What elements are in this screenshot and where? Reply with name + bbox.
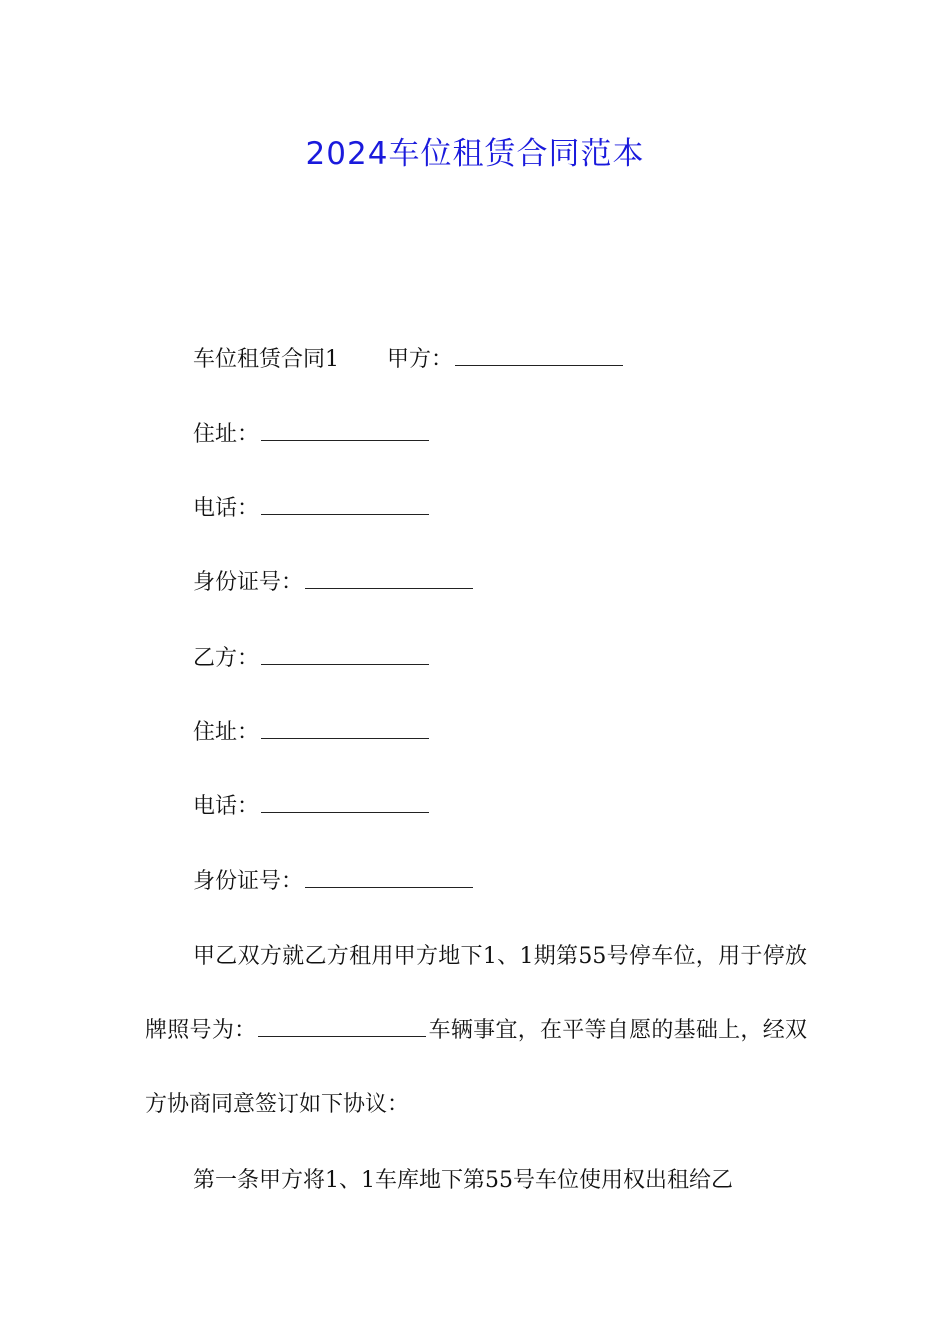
field-blank xyxy=(261,420,429,441)
field-label: 乙方： xyxy=(193,646,260,671)
field-blank xyxy=(305,867,473,888)
field-label: 身份证号： xyxy=(193,570,304,595)
field-label: 身份证号： xyxy=(193,869,304,894)
field-row xyxy=(193,420,429,450)
header-line xyxy=(193,345,623,375)
paragraph-text: 第一条甲方将1、1车库地下第55号车位使用权出租给乙 xyxy=(193,1168,733,1193)
field-label: 电话： xyxy=(193,794,260,819)
field-blank xyxy=(261,494,429,515)
field-label: 住址： xyxy=(193,720,260,745)
party-a-blank xyxy=(455,345,623,366)
party-a-label: 甲方： xyxy=(387,347,454,372)
field-label: 住址： xyxy=(193,422,260,447)
body-paragraph xyxy=(145,920,807,1142)
field-row xyxy=(193,792,429,822)
paragraph-text: 车辆事宜，在平等自愿的基础上，经双方协商同意签订如下协议： xyxy=(145,1018,807,1117)
field-row xyxy=(193,867,473,897)
field-row xyxy=(193,644,429,674)
article-paragraph xyxy=(145,1166,807,1196)
field-row xyxy=(193,718,429,748)
field-row xyxy=(193,494,429,524)
field-row xyxy=(193,568,473,598)
document-title: 2024车位租赁合同范本 xyxy=(305,136,645,172)
field-label: 电话： xyxy=(193,496,260,521)
field-blank xyxy=(261,792,429,813)
field-blank xyxy=(305,568,473,589)
paragraph-text: 甲乙双方就乙方租用甲方地下1、1期第55号停车位，用于停放牌照号为： xyxy=(145,944,807,1043)
field-blank xyxy=(261,644,429,665)
field-blank xyxy=(261,718,429,739)
contract-label: 车位租赁合同1 xyxy=(193,347,339,372)
plate-number-blank xyxy=(258,1016,426,1037)
